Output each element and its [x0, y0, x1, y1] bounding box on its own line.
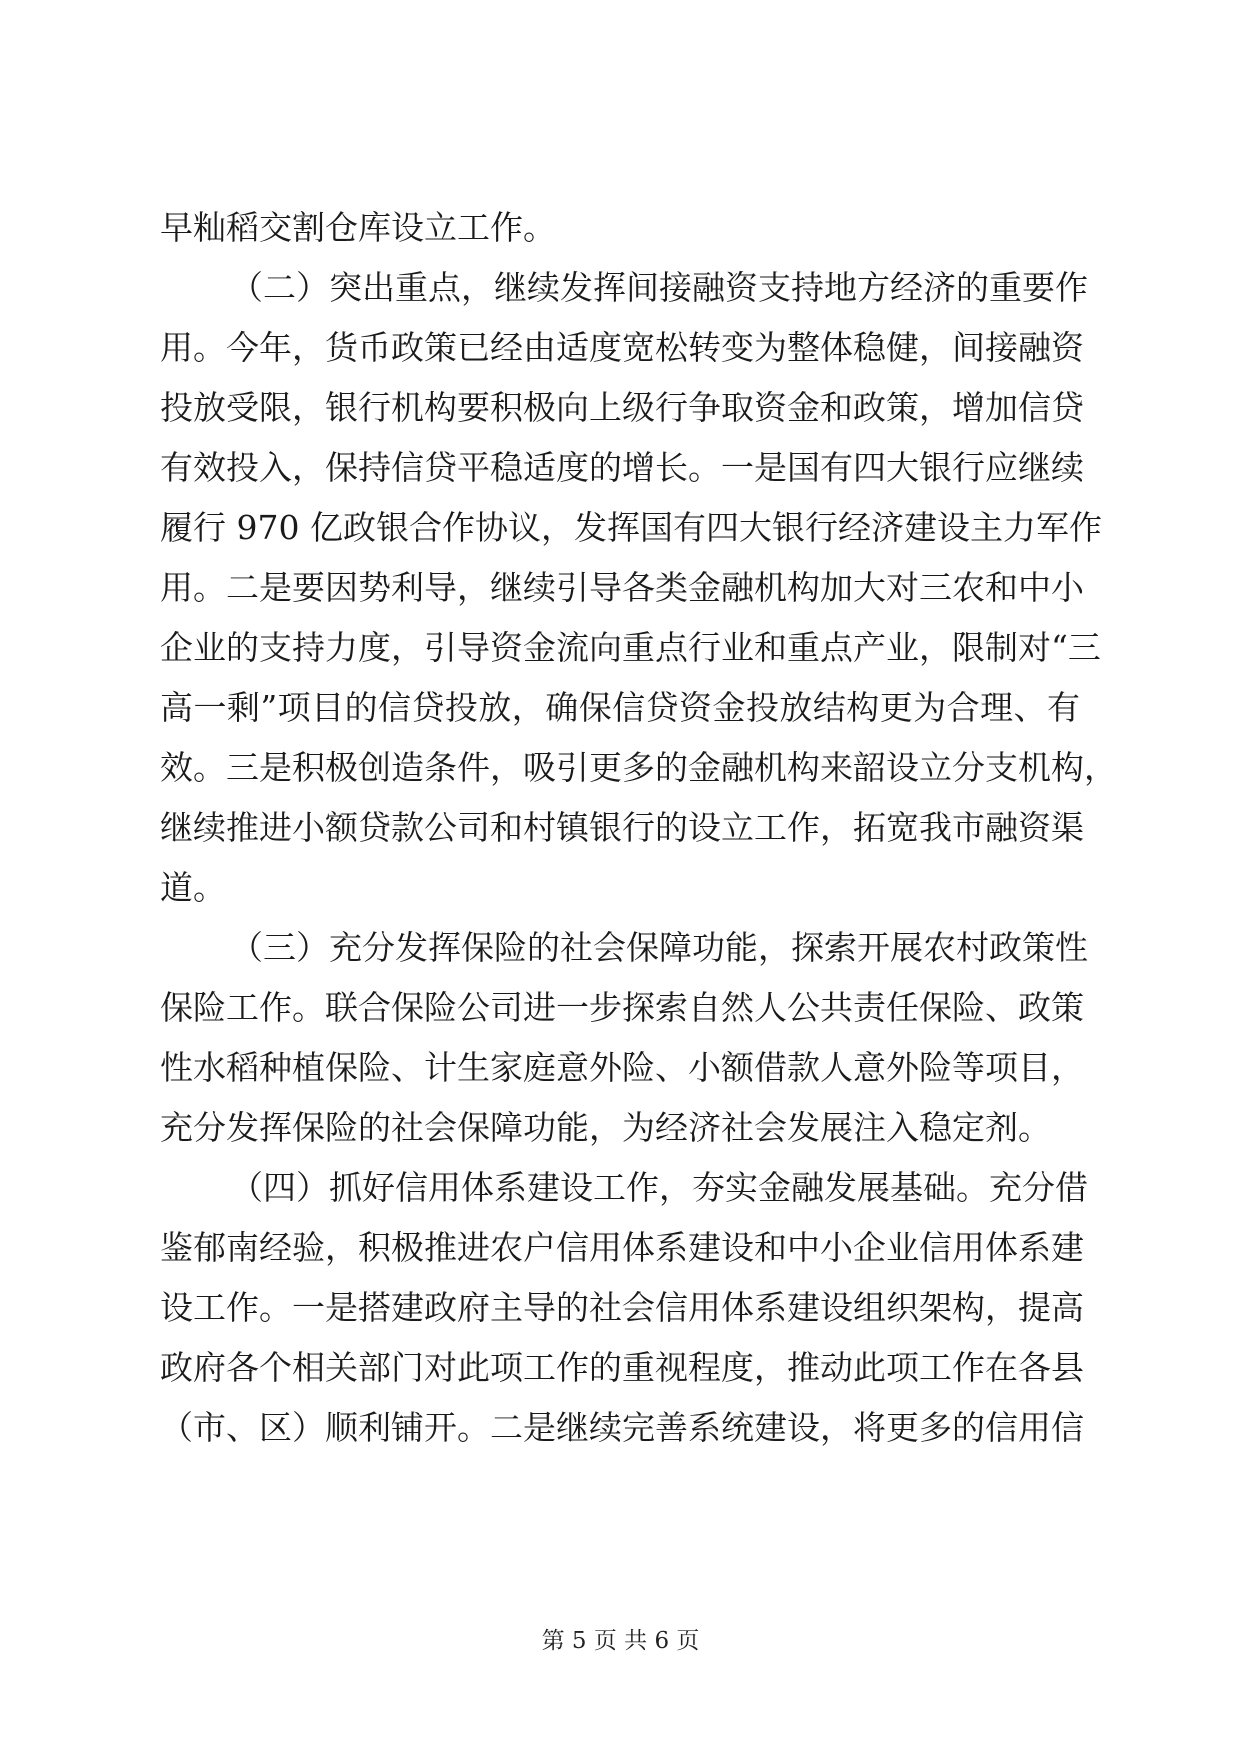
text-line: 道。 [160, 868, 226, 907]
text-line: 投放受限，银行机构要积极向上级行争取资金和政策，增加信贷 [160, 388, 1084, 427]
text-line: 用。二是要因势利导，继续引导各类金融机构加大对三农和中小 [160, 568, 1084, 607]
text-line: 企业的支持力度，引导资金流向重点行业和重点产业，限制对“三 [160, 628, 1101, 667]
text-line: 早籼稻交割仓库设立工作。 [160, 208, 556, 247]
document-body [160, 198, 1117, 1458]
text-line: 继续推进小额贷款公司和村镇银行的设立工作，拓宽我市融资渠 [160, 808, 1084, 847]
paragraph-heading-line: （四）抓好信用体系建设工作，夯实金融发展基础。充分借 [230, 1168, 1088, 1207]
text-line: 设工作。一是搭建政府主导的社会信用体系建设组织架构，提高 [160, 1288, 1084, 1327]
text-line: 有效投入，保持信贷平稳适度的增长。一是国有四大银行应继续 [160, 448, 1084, 487]
text-line: 高一剩”项目的信贷投放，确保信贷资金投放结构更为合理、有 [160, 688, 1080, 727]
text-line: 性水稻种植保险、计生家庭意外险、小额借款人意外险等项目， [160, 1048, 1084, 1087]
page-number-footer: 第 5 页 共 6 页 [541, 1628, 700, 1654]
text-line: 充分发挥保险的社会保障功能，为经济社会发展注入稳定剂。 [160, 1108, 1051, 1147]
text-line: 保险工作。联合保险公司进一步探索自然人公共责任保险、政策 [160, 988, 1084, 1027]
text-line: 效。三是积极创造条件，吸引更多的金融机构来韶设立分支机构， [160, 748, 1117, 787]
text-line: 鉴郁南经验，积极推进农户信用体系建设和中小企业信用体系建 [160, 1228, 1084, 1267]
paragraph-heading-line: （二）突出重点，继续发挥间接融资支持地方经济的重要作 [230, 268, 1088, 307]
paragraph-heading-line: （三）充分发挥保险的社会保障功能，探索开展农村政策性 [230, 928, 1088, 967]
text-line: 政府各个相关部门对此项工作的重视程度，推动此项工作在各县 [160, 1348, 1084, 1387]
text-line: 履行 970 亿政银合作协议，发挥国有四大银行经济建设主力军作 [160, 508, 1102, 547]
text-line: 用。今年，货币政策已经由适度宽松转变为整体稳健，间接融资 [160, 328, 1084, 367]
text-line: （市、区）顺利铺开。二是继续完善系统建设，将更多的信用信 [160, 1408, 1084, 1447]
